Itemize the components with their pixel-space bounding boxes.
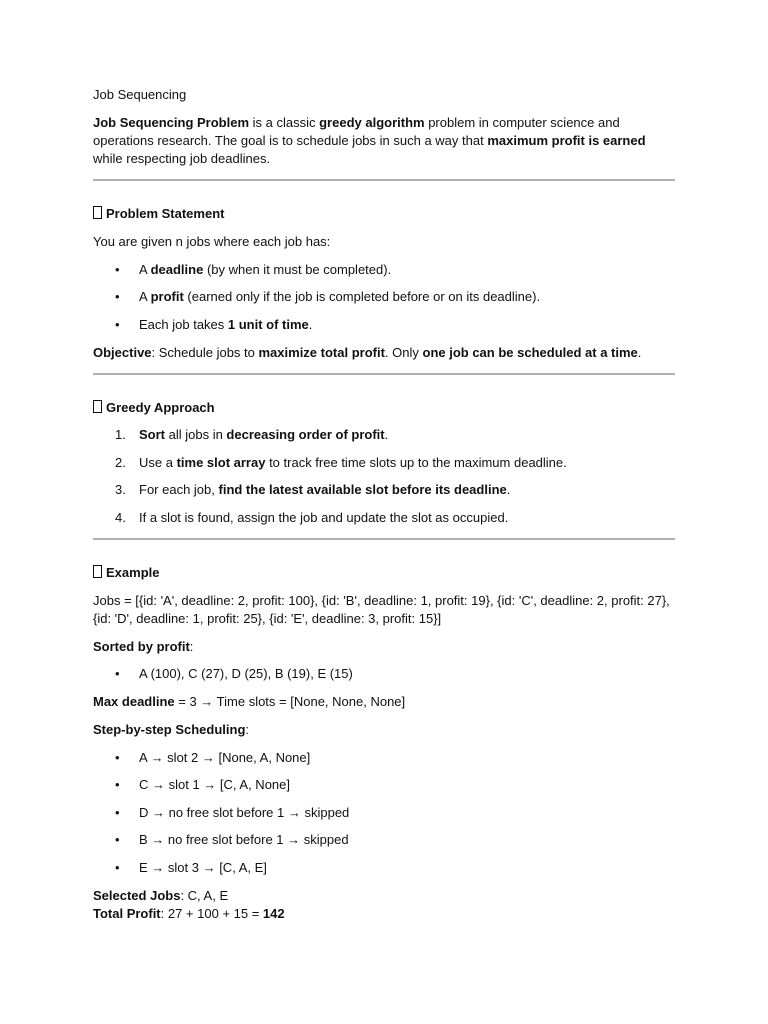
step-text: all jobs in: [165, 427, 227, 442]
example-heading: [93, 564, 675, 582]
max-deadline-bold: Max deadline: [93, 694, 175, 709]
problem-lead: You are given n jobs where each job has:: [93, 234, 331, 249]
step-bold: decreasing order of profit: [226, 427, 385, 442]
objective-bold-3: one job can be scheduled at a time: [422, 344, 638, 360]
objective-bold-1: Objective: [93, 344, 152, 360]
document-content: [93, 86, 675, 923]
item-bold: 1 unit of time: [227, 316, 309, 332]
list-item: • B → no free slot before 1 → skipped: [93, 831, 675, 849]
selected-jobs: [93, 887, 675, 905]
max-deadline: [93, 693, 675, 711]
example-jobs: Jobs = [{id: 'A', deadline: 2, profit: 100}, {id: 'B', deadline: 1, profit: 19}, {id: 'C', deadline: 2, profit: 27}, {id: 'D', deadline: 1, profit: 25}, {id: 'E', deadline: 3, profit: 15}]: [93, 592, 670, 626]
item-text: (earned only if the job is completed before or on its deadline).: [183, 289, 541, 304]
missing-glyph-icon: [93, 400, 102, 413]
intro-bold-3: maximum profit is earned: [487, 133, 646, 148]
divider-2: [93, 373, 675, 375]
intro-text-1: is a classic: [249, 115, 320, 130]
item-text: (by when it must be completed).: [203, 261, 392, 277]
selected-jobs-bold: Selected Jobs: [93, 887, 181, 903]
intro-text-2: problem in computer science and operations research. The goal is to schedule jobs in such a way that: [93, 115, 620, 148]
steps-label: [93, 721, 675, 739]
list-item: [93, 316, 675, 334]
missing-glyph-icon: [93, 206, 102, 219]
selected-jobs-text: : C, A, E: [180, 887, 229, 903]
max-deadline-text: = 3 → Time slots = [None, None, None]: [174, 694, 406, 709]
list-item: [93, 426, 675, 444]
step-bold: find the latest available slot before its deadline: [218, 482, 507, 497]
step-text: For each job,: [139, 482, 219, 497]
total-profit-value: 142: [262, 905, 285, 921]
steps-label-bold: Step-by-step Scheduling: [93, 722, 246, 737]
total-profit: [93, 905, 675, 923]
document-title: Job Sequencing: [93, 87, 187, 102]
intro-paragraph: [93, 114, 675, 168]
step-number: 3.: [115, 482, 126, 497]
list-item: • E → slot 3 → [C, A, E]: [93, 859, 675, 877]
list-item: [93, 481, 675, 499]
greedy-heading-text: Greedy Approach: [106, 399, 215, 415]
step-text: .: [384, 427, 389, 442]
problem-list: [93, 261, 675, 334]
sorted-list: [93, 665, 675, 683]
item-bold: profit: [150, 289, 184, 304]
list-item: [93, 288, 675, 306]
item-text: A: [139, 289, 151, 304]
list-item: • A → slot 2 → [None, A, None]: [93, 749, 675, 767]
objective-paragraph: [93, 344, 675, 362]
objective-text-3: .: [637, 344, 642, 360]
list-item: • A (100), C (27), D (25), B (19), E (15): [93, 665, 675, 683]
sorted-label: [93, 638, 675, 656]
total-profit-bold: Total Profit: [93, 905, 161, 921]
scheduling-steps-list: [93, 749, 675, 877]
step-text: .: [506, 482, 511, 497]
list-item: [93, 509, 675, 527]
step-bold: Sort: [139, 427, 165, 442]
item-text: Each job takes: [139, 316, 228, 332]
greedy-heading: [93, 399, 675, 417]
total-profit-text: : 27 + 100 + 15 =: [160, 905, 263, 921]
list-item: [93, 261, 675, 279]
sorted-label-bold: Sorted by profit: [93, 638, 190, 654]
list-item: [93, 454, 675, 472]
objective-text-1: : Schedule jobs to: [151, 344, 259, 360]
problem-heading-text: Problem Statement: [106, 206, 225, 221]
step-text: If a slot is found, assign the job and update the slot as occupied.: [139, 509, 509, 525]
step-bold: time slot array: [176, 454, 266, 470]
step-number: 1.: [115, 427, 126, 442]
greedy-steps-list: [93, 426, 675, 527]
intro-text-3: while respecting job deadlines.: [93, 151, 271, 166]
steps-label-colon: :: [245, 722, 250, 737]
sorted-label-colon: :: [189, 638, 194, 654]
step-text: to track free time slots up to the maximum deadline.: [265, 454, 567, 470]
step-number: 4.: [115, 509, 126, 525]
objective-bold-2: maximize total profit: [258, 344, 385, 360]
step-text: Use a: [139, 454, 177, 470]
item-text: A: [139, 261, 151, 277]
item-bold: deadline: [150, 261, 204, 277]
missing-glyph-icon: [93, 565, 102, 578]
step-number: 2.: [115, 454, 126, 470]
objective-text-2: . Only: [384, 344, 423, 360]
divider-1: [93, 179, 675, 181]
list-item: • C → slot 1 → [C, A, None]: [93, 776, 675, 794]
intro-bold-1: Job Sequencing Problem: [93, 115, 250, 130]
divider-3: [93, 538, 675, 540]
intro-bold-2: greedy algorithm: [319, 115, 425, 130]
example-heading-text: Example: [106, 564, 160, 580]
item-text: .: [308, 316, 313, 332]
list-item: • D → no free slot before 1 → skipped: [93, 804, 675, 822]
problem-heading: [93, 205, 675, 223]
